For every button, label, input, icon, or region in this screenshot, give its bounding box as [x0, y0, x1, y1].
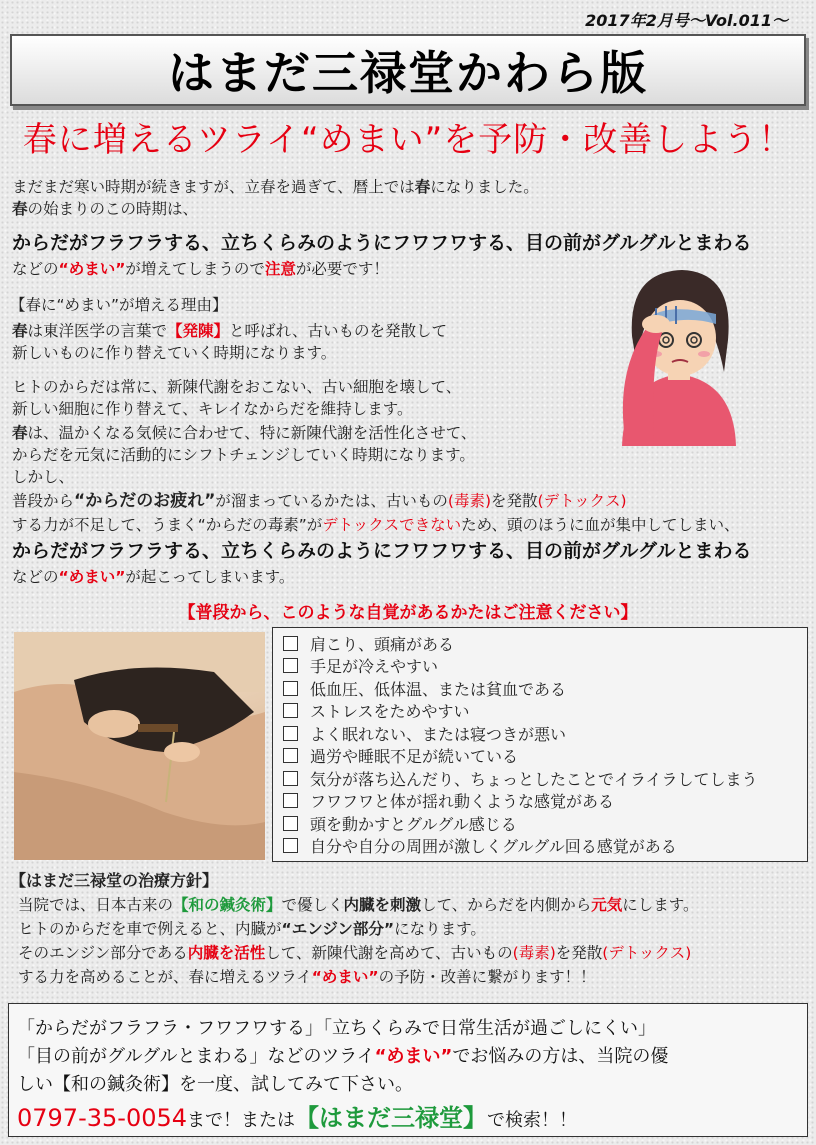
newsletter-banner [10, 34, 806, 106]
contact-line-3: しい【和の鍼灸術】を一度、試してみて下さい。 [17, 1074, 413, 1095]
contact-line-1: 「からだがフラフラ・フワフワする」「立ちくらみで日常生活が過ごしにくい」 [17, 1018, 656, 1039]
checklist-item: 過労や睡眠不足が続いている [283, 744, 518, 767]
reason-line-8: 普段から“からだのお疲れ”が溜まっているかたは、古いもの(毒素)を発散(デトックス) [12, 491, 627, 511]
intro-line-4: などの“めまい”が増えてしまうので注意が必要です！ [12, 260, 389, 278]
reason-heading: 【春に“めまい”が増える理由】 [10, 296, 228, 314]
policy-line-2: ヒトのからだを車で例えると、内臓が“エンジン部分”になります。 [18, 920, 486, 938]
checkbox-icon [283, 703, 298, 718]
checkbox-icon [283, 748, 298, 763]
checklist-item: フワフワと体が揺れ動くような感覚がある [283, 789, 614, 812]
acupuncture-photo-drawing [14, 632, 265, 860]
checkbox-icon [283, 793, 298, 808]
clinic-name: 【はまだ三禄堂】 [295, 1104, 488, 1132]
headline: 春に増えるツライ“めまい”を予防・改善しよう！ [22, 120, 794, 160]
dizzy-woman-illustration [604, 262, 754, 446]
reason-line-4: 新しい細胞に作り替えて、キレイなからだを維持します。 [12, 400, 413, 418]
checkbox-icon [283, 816, 298, 831]
reason-line-11: などの“めまい”が起こってしまいます。 [12, 568, 295, 586]
checkbox-icon [283, 771, 298, 786]
intro-line-1: まだまだ寒い時期が続きますが、立春を過ぎて、暦上では春になりました。 [12, 178, 539, 196]
reason-line-5: 春は、温かくなる気候に合わせて、特に新陳代謝を活性化させて、 [12, 424, 477, 442]
reason-line-9: する力が不足して、うまく“からだの毒素”がデトックスできないため、頭のほうに血が集中してしまい、 [12, 516, 740, 534]
intro-line-2: 春の始まりのこの時期は、 [12, 200, 199, 218]
checklist-item: よく眠れない、または寝つきが悪い [283, 722, 566, 745]
checklist-item: 頭を動かすとグルグル感じる [283, 812, 517, 835]
reason-line-7: しかし、 [12, 468, 75, 486]
banner-title: はまだ三禄堂かわら版 [168, 46, 648, 100]
policy-line-1: 当院では、日本古来の【和の鍼灸術】で優しく内臓を刺激して、からだを内側から元気にします。 [18, 896, 699, 914]
checklist-item: 手足が冷えやすい [283, 654, 438, 677]
symptoms-highlight-1: からだがフラフラする、立ちくらみのようにフワフワする、目の前がグルグルとまわる [12, 232, 752, 254]
checklist-item: 低血圧、低体温、または貧血である [283, 677, 566, 700]
checkbox-icon [283, 838, 298, 853]
checkbox-icon [283, 636, 298, 651]
contact-line-2: 「目の前がグルグルとまわる」などのツライ“めまい”でお悩みの方は、当院の優 [17, 1046, 669, 1067]
issue-label: 2017年2月号～Vol.011～ [585, 11, 788, 30]
symptom-checklist [272, 627, 808, 862]
phone-number[interactable]: 0797-35-0054 [17, 1104, 188, 1132]
acupuncture-photo [14, 632, 265, 860]
checklist-item: 気分が落ち込んだり、ちょっとしたことでイライラしてしまう [283, 767, 758, 790]
reason-line-6: からだを元気に活動的にシフトチェンジしていく時期になります。 [12, 446, 475, 464]
checklist-item: 自分や自分の周囲が激しくグルグル回る感覚がある [283, 834, 677, 857]
policy-heading: 【はまだ三禄堂の治療方針】 [10, 871, 219, 890]
reason-line-2: 新しいものに作り替えていく時期になります。 [12, 344, 337, 362]
policy-line-3: そのエンジン部分である内臓を活性して、新陳代謝を高めて、古いもの(毒素)を発散(デトックス) [18, 944, 692, 962]
reason-line-3: ヒトのからだは常に、新陳代謝をおこない、古い細胞を壊して、 [12, 378, 462, 396]
policy-line-4: する力を高めることが、春に増えるツライ“めまい”の予防・改善に繋がります！！ [18, 968, 596, 986]
contact-line-4: 0797-35-0054まで！または【はまだ三禄堂】で検索！！ [17, 1104, 578, 1132]
checkbox-icon [283, 726, 298, 741]
contact-box [8, 1003, 808, 1137]
checklist-item: ストレスをためやすい [283, 699, 470, 722]
caution-heading: 【普段から、このような自覚があるかたはご注意ください】 [178, 603, 638, 623]
checklist-item: 肩こり、頭痛がある [283, 632, 454, 655]
symptoms-highlight-2: からだがフラフラする、立ちくらみのようにフワフワする、目の前がグルグルとまわる [12, 540, 752, 562]
checkbox-icon [283, 681, 298, 696]
reason-line-1: 春は東洋医学の言葉で【発陳】と呼ばれ、古いものを発散して [12, 322, 447, 340]
checkbox-icon [283, 658, 298, 673]
